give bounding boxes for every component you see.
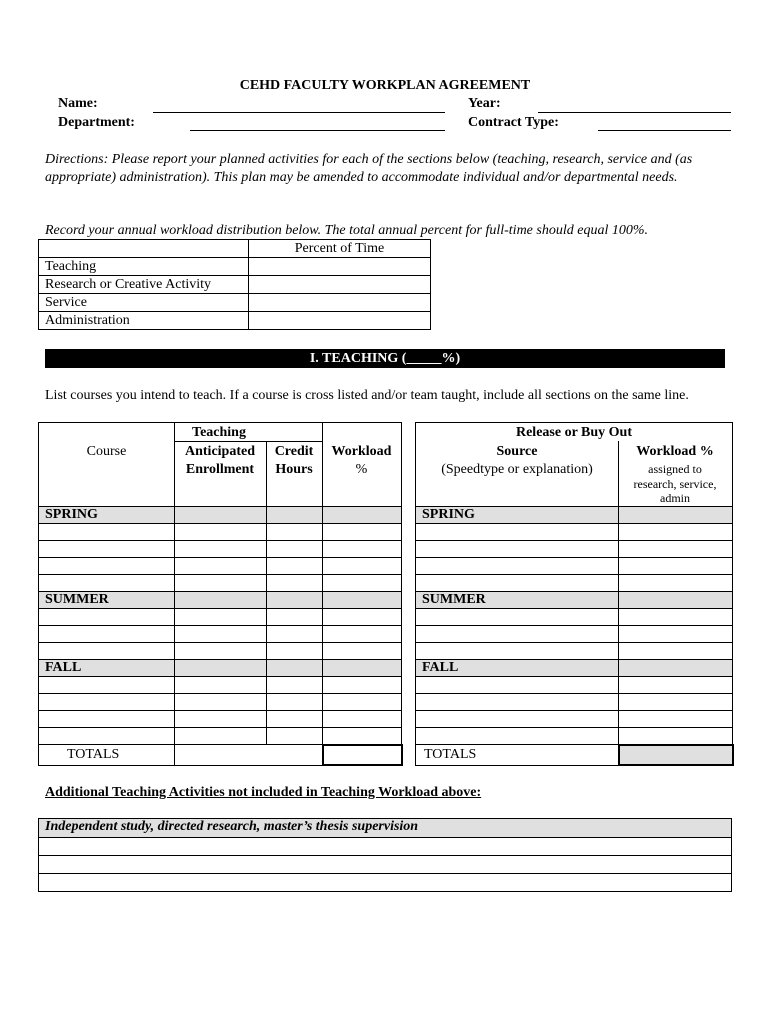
dist-percent-cell[interactable] [249,312,431,330]
year-field[interactable] [538,112,731,113]
release-workload-sub-2: research, service, [633,477,717,491]
release-totals-cell[interactable] [618,744,734,766]
enrollment-header-2: Enrollment [185,462,255,477]
year-label: Year: [468,96,501,111]
release-workload-sub-3: admin [660,491,690,505]
release-buyout-table [415,422,733,766]
fall-band [39,659,401,677]
teaching-section-banner: I. TEACHING (_____%) [45,349,725,368]
source-header: Source [496,444,538,459]
fall-label: FALL [422,660,459,675]
summer-label: SUMMER [45,592,109,607]
teaching-totals-label: TOTALS [67,747,120,762]
workload-distribution-table [38,239,431,330]
department-label: Department: [58,115,135,130]
credit-header-1: Credit [274,444,314,459]
spring-label: SPRING [422,507,475,522]
department-field[interactable] [190,130,445,131]
dist-percent-cell[interactable] [249,258,431,276]
additional-activities-table [38,818,732,892]
list-instruction: List courses you intend to teach. If a course is cross listed and/or team taught, include all sections on the same line. [45,388,689,403]
workload-header-2: % [355,462,368,477]
directions-text: Directions: Please report your planned activities for each of the sections below (teaching, research, service and (as appropriate) administration). This plan may be amended to accommodate individual and/or departmental needs. [45,152,693,185]
name-field[interactable] [153,112,445,113]
teaching-courses-table [38,422,402,766]
additional-activities-heading: Additional Teaching Activities not included in Teaching Workload above: [45,785,482,800]
dist-row-label: Service [39,294,249,312]
workload-header-1: Workload [331,444,392,459]
dist-header-blank [39,240,249,258]
release-workload-sub-1: assigned to [648,462,702,476]
form-title: CEHD FACULTY WORKPLAN AGREEMENT [239,78,531,93]
contract-type-label: Contract Type: [468,115,559,130]
dist-row-label: Research or Creative Activity [39,276,249,294]
additional-row[interactable] [39,874,732,892]
record-instruction: Record your annual workload distribution below. The total annual percent for full-time should equal 100%. [45,223,648,238]
summer-label: SUMMER [422,592,486,607]
release-title: Release or Buy Out [515,425,632,440]
dist-row-label: Administration [39,312,249,330]
release-totals-label: TOTALS [424,747,477,762]
dist-percent-cell[interactable] [249,294,431,312]
name-label: Name: [58,96,98,111]
additional-row[interactable] [39,838,732,856]
release-workload-header: Workload % [636,444,714,459]
percent-of-time-header: Percent of Time [249,240,431,258]
dist-percent-cell[interactable] [249,276,431,294]
additional-table-header: Independent study, directed research, master’s thesis supervision [39,819,732,838]
fall-band [416,659,732,677]
teaching-totals-cell[interactable] [322,744,403,766]
spring-label: SPRING [45,507,98,522]
contract-type-field[interactable] [598,130,731,131]
enrollment-header-1: Anticipated [185,444,255,459]
source-subheader: (Speedtype or explanation) [441,462,593,477]
credit-header-2: Hours [275,462,313,477]
fall-label: FALL [45,660,82,675]
course-header: Course [86,444,127,459]
teaching-group-header: Teaching [192,425,246,440]
dist-row-label: Teaching [39,258,249,276]
additional-row[interactable] [39,856,732,874]
